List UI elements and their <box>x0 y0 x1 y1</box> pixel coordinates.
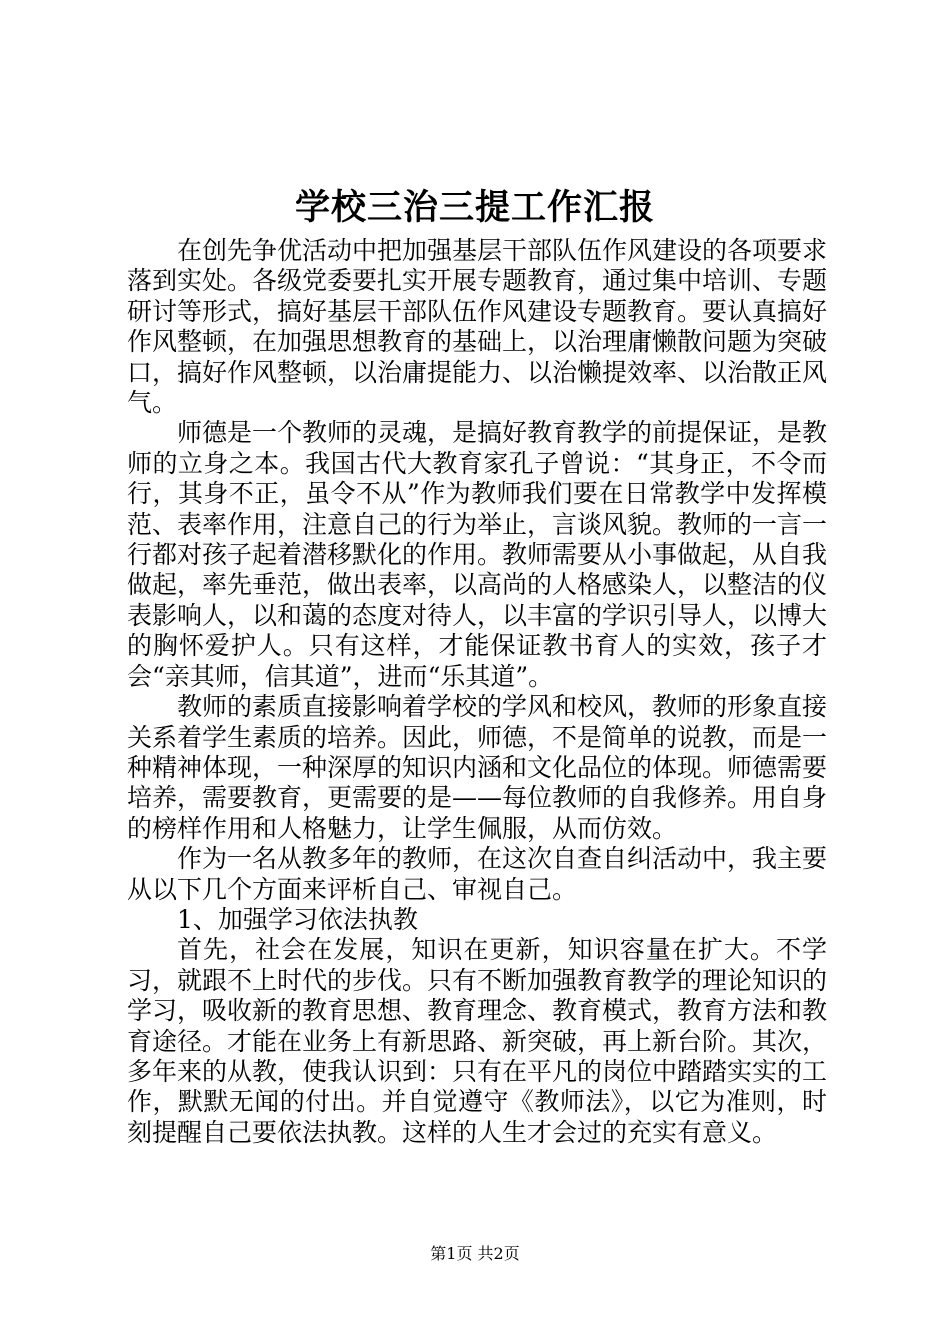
page-number-footer: 第1页 共2页 <box>430 1244 520 1263</box>
paragraph-self-review: 作为一名从教多年的教师，在这次自查自纠活动中，我主要从以下几个方面来评析自己、审视自己。 <box>127 844 828 904</box>
document-title: 学校三治三提工作汇报 <box>294 187 655 228</box>
paragraph-style-rectification: 在创先争优活动中把加强基层干部队伍作风建设的各项要求落到实处。各级党委要扎实开展专题教育，通过集中培训、专题研讨等形式，搞好基层干部队伍作风建设专题教育。要认真搞好作风整顿，在加强思想教育的基础上，以治理庸懒散问题为突破口，搞好作风整顿，以治庸提能力、以治懒提效率、以治散正风气。 <box>127 236 828 418</box>
document-body <box>127 236 827 1148</box>
paragraph-study-law: 首先，社会在发展，知识在更新，知识容量在扩大。不学习，就跟不上时代的步伐。只有不断加强教育教学的理论知识的学习，吸收新的教育思想、教育理念、教育模式，教育方法和教育途径。才能在业务上有新思路、新突破，再上新台阶。其次，多年来的从教，使我认识到：只有在平凡的岗位中踏踏实实的工作，默默无闻的付出。并自觉遵守《教师法》，以它为准则，时刻提醒自己要依法执教。这样的人生才会过的充实有意义。 <box>127 935 828 1147</box>
paragraph-teacher-quality: 教师的素质直接影响着学校的学风和校风，教师的形象直接关系着学生素质的培养。因此，师德，不是简单的说教，而是一种精神体现，一种深厚的知识内涵和文化品位的体现。师德需要培养，需要教育，更需要的是——每位教师的自我修养。用自身的榜样作用和人格魅力，让学生佩服，从而仿效。 <box>127 692 828 843</box>
section-heading-study-law: 1、加强学习依法执教 <box>177 904 418 934</box>
paragraph-teacher-ethics: 师德是一个教师的灵魂，是搞好教育教学的前提保证，是教师的立身之本。我国古代大教育家孔子曾说：“其身正，不令而行，其身不正，虽令不从”作为教师我们要在日常教学中发挥模范、表率作用，注意自己的行为举止，言谈风貌。教师的一言一行都对孩子起着潜移默化的作用。教师需要从小事做起，从自我做起，率先垂范，做出表率，以高尚的人格感染人，以整洁的仪表影响人，以和蔼的态度对待人，以丰富的学识引导人，以博大的胸怀爱护人。只有这样，才能保证教书育人的实效，孩子才会“亲其师，信其道”，进而“乐其道”。 <box>127 418 828 691</box>
